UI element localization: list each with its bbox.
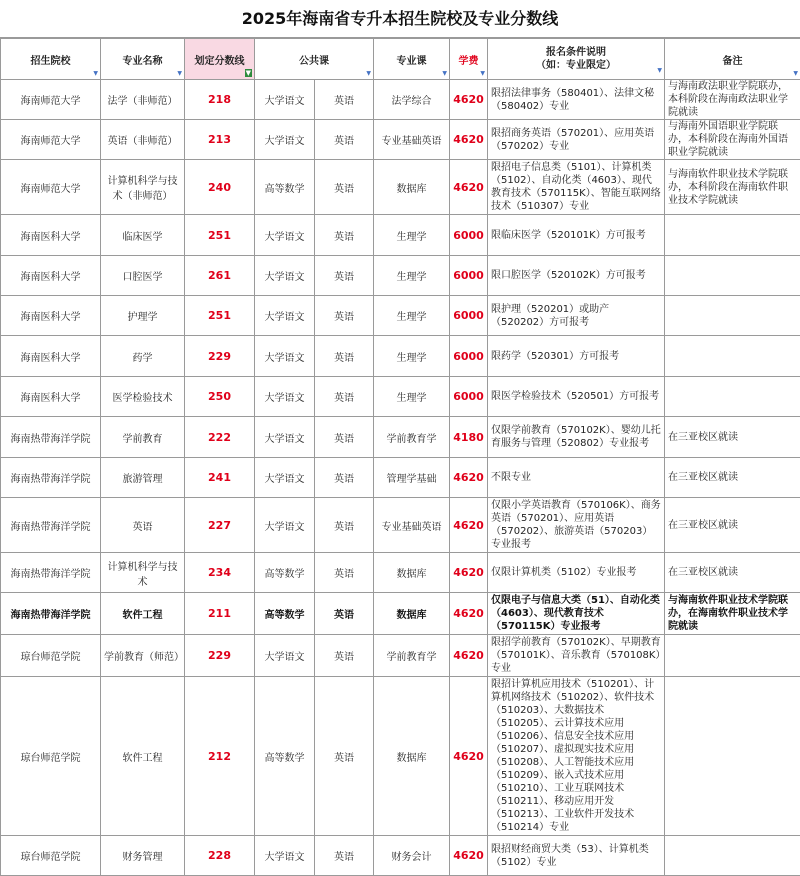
cell-note[interactable]: 与海南政法职业学院联办，本科阶段在海南政法职业学院就读 (665, 80, 800, 120)
cell-requirement[interactable]: 限护理（520201）或助产（520202）方可报考 (488, 296, 665, 336)
cell-major-course[interactable]: 学前教育学 (374, 417, 450, 458)
cell-score[interactable]: 212 (185, 677, 255, 836)
cell-major-course[interactable]: 生理学 (374, 296, 450, 336)
cell-requirement[interactable]: 限招财经商贸大类（53）、计算机类（5102）专业 (488, 836, 665, 876)
cell-fee[interactable]: 4620 (450, 836, 488, 876)
cell-score[interactable]: 234 (185, 553, 255, 593)
cell-public-course-2[interactable]: 英语 (315, 160, 374, 215)
table-row (1, 593, 800, 635)
cell-public-course-1[interactable]: 大学语文 (255, 458, 315, 498)
table-row (1, 377, 800, 417)
cell-requirement[interactable]: 仅限小学英语教育（570106K）、商务英语（570201）、应用英语（570202）、旅游英语（570203）专业报考 (488, 498, 665, 553)
cell-major[interactable]: 财务管理 (101, 836, 185, 876)
cell-note[interactable] (665, 296, 800, 336)
filter-dropdown-icon[interactable]: ▼ (177, 70, 182, 77)
header-note[interactable]: 备注 ▼ (665, 39, 800, 80)
table-row (1, 635, 800, 677)
cell-public-course-2[interactable]: 英语 (315, 80, 374, 120)
cell-major-course[interactable]: 数据库 (374, 553, 450, 593)
filter-active-icon[interactable]: ▼ (245, 69, 252, 77)
table-row (1, 553, 800, 593)
cell-major-course[interactable]: 数据库 (374, 593, 450, 635)
cell-public-course-1[interactable]: 大学语文 (255, 377, 315, 417)
cell-public-course-1[interactable]: 大学语文 (255, 80, 315, 120)
cell-public-course-1[interactable]: 大学语文 (255, 120, 315, 160)
cell-major[interactable]: 软件工程 (101, 593, 185, 635)
cell-note[interactable] (665, 336, 800, 377)
cell-public-course-1[interactable]: 高等数学 (255, 593, 315, 635)
cell-public-course-1[interactable]: 高等数学 (255, 553, 315, 593)
cell-major[interactable]: 计算机科学与技术（非师范） (101, 160, 185, 215)
cell-public-course-1[interactable]: 大学语文 (255, 417, 315, 458)
cell-public-course-2[interactable]: 英语 (315, 256, 374, 296)
cell-requirement[interactable]: 限医学检验技术（520501）方可报考 (488, 377, 665, 417)
cell-school[interactable]: 海南医科大学 (1, 377, 101, 417)
cell-requirement[interactable]: 不限专业 (488, 458, 665, 498)
cell-requirement[interactable]: 仅限学前教育（570102K）、婴幼儿托育服务与管理（520802）专业报考 (488, 417, 665, 458)
cell-requirement[interactable]: 限招电子信息类（5101）、计算机类（5102）、自动化类（4603）、现代教育技术（570115K）、智能互联网络技术（510307）专业 (488, 160, 665, 215)
admission-table (0, 38, 800, 876)
cell-public-course-1[interactable]: 大学语文 (255, 215, 315, 256)
cell-major[interactable]: 临床医学 (101, 215, 185, 256)
cell-public-course-2[interactable]: 英语 (315, 215, 374, 256)
cell-major-course[interactable]: 专业基础英语 (374, 498, 450, 553)
cell-major[interactable]: 药学 (101, 336, 185, 377)
cell-note[interactable]: 与海南软件职业技术学院联办，本科阶段在海南软件职业技术学院就读 (665, 160, 800, 215)
cell-fee[interactable]: 4620 (450, 553, 488, 593)
header-public-course[interactable]: 公共课 ▼ (255, 39, 374, 80)
cell-major[interactable]: 法学（非师范） (101, 80, 185, 120)
cell-major[interactable]: 学前教育（师范） (101, 635, 185, 677)
cell-requirement[interactable]: 限口腔医学（520102K）方可报考 (488, 256, 665, 296)
cell-score[interactable]: 229 (185, 635, 255, 677)
cell-note[interactable] (665, 635, 800, 677)
cell-note[interactable] (665, 677, 800, 836)
cell-major-course[interactable]: 专业基础英语 (374, 120, 450, 160)
header-school[interactable]: 招生院校 ▼ (1, 39, 101, 80)
cell-note[interactable]: 在三亚校区就读 (665, 417, 800, 458)
cell-major[interactable]: 计算机科学与技术 (101, 553, 185, 593)
cell-public-course-2[interactable]: 英语 (315, 120, 374, 160)
cell-note[interactable] (665, 377, 800, 417)
cell-public-course-1[interactable]: 大学语文 (255, 836, 315, 876)
cell-public-course-1[interactable]: 大学语文 (255, 336, 315, 377)
cell-school[interactable]: 海南医科大学 (1, 336, 101, 377)
cell-score[interactable]: 251 (185, 215, 255, 256)
cell-major-course[interactable]: 数据库 (374, 160, 450, 215)
cell-major-course[interactable]: 数据库 (374, 677, 450, 836)
cell-requirement[interactable]: 仅限电子与信息大类（51）、自动化类（4603）、现代教育技术（570115K）专业报考 (488, 593, 665, 635)
cell-public-course-1[interactable]: 高等数学 (255, 160, 315, 215)
cell-major[interactable]: 学前教育 (101, 417, 185, 458)
cell-school[interactable]: 海南热带海洋学院 (1, 498, 101, 553)
cell-fee[interactable]: 4620 (450, 120, 488, 160)
cell-score[interactable]: 227 (185, 498, 255, 553)
cell-public-course-2[interactable]: 英语 (315, 635, 374, 677)
cell-fee[interactable]: 6000 (450, 296, 488, 336)
cell-school[interactable]: 海南医科大学 (1, 296, 101, 336)
cell-requirement[interactable]: 限招商务英语（570201）、应用英语（570202）专业 (488, 120, 665, 160)
cell-major-course[interactable]: 法学综合 (374, 80, 450, 120)
cell-public-course-2[interactable]: 英语 (315, 296, 374, 336)
cell-school[interactable]: 海南师范大学 (1, 160, 101, 215)
cell-school[interactable]: 琼台师范学院 (1, 677, 101, 836)
cell-fee[interactable]: 4620 (450, 160, 488, 215)
cell-public-course-2[interactable]: 英语 (315, 553, 374, 593)
cell-major-course[interactable]: 财务会计 (374, 836, 450, 876)
filter-dropdown-icon[interactable]: ▼ (480, 70, 485, 77)
cell-public-course-2[interactable]: 英语 (315, 377, 374, 417)
cell-public-course-2[interactable]: 英语 (315, 458, 374, 498)
header-major-course[interactable]: 专业课 ▼ (374, 39, 450, 80)
cell-major[interactable]: 医学检验技术 (101, 377, 185, 417)
cell-score[interactable]: 261 (185, 256, 255, 296)
header-fee[interactable]: 学费 ▼ (450, 39, 488, 80)
cell-major-course[interactable]: 生理学 (374, 215, 450, 256)
cell-major-course[interactable]: 生理学 (374, 377, 450, 417)
table-row (1, 296, 800, 336)
cell-public-course-2[interactable]: 英语 (315, 336, 374, 377)
table-row (1, 417, 800, 458)
cell-major-course[interactable]: 生理学 (374, 336, 450, 377)
table-row (1, 677, 800, 836)
cell-fee[interactable]: 4180 (450, 417, 488, 458)
cell-public-course-1[interactable]: 大学语文 (255, 296, 315, 336)
filter-dropdown-icon[interactable]: ▼ (366, 70, 371, 77)
header-major[interactable]: 专业名称 ▼ (101, 39, 185, 80)
cell-fee[interactable]: 6000 (450, 256, 488, 296)
cell-public-course-1[interactable]: 高等数学 (255, 677, 315, 836)
cell-major[interactable]: 软件工程 (101, 677, 185, 836)
filter-dropdown-icon[interactable]: ▼ (442, 70, 447, 77)
filter-dropdown-icon[interactable]: ▼ (793, 70, 798, 77)
cell-score[interactable]: 222 (185, 417, 255, 458)
cell-fee[interactable]: 6000 (450, 377, 488, 417)
cell-note[interactable]: 在三亚校区就读 (665, 553, 800, 593)
cell-note[interactable]: 与海南软件职业技术学院联办，在海南软件职业技术学院就读 (665, 593, 800, 635)
cell-fee[interactable]: 4620 (450, 593, 488, 635)
cell-requirement[interactable]: 仅限计算机类（5102）专业报考 (488, 553, 665, 593)
table-row (1, 80, 800, 120)
cell-school[interactable]: 海南热带海洋学院 (1, 553, 101, 593)
cell-major[interactable]: 口腔医学 (101, 256, 185, 296)
table-row (1, 458, 800, 498)
cell-score[interactable]: 213 (185, 120, 255, 160)
cell-public-course-2[interactable]: 英语 (315, 417, 374, 458)
cell-note[interactable]: 与海南外国语职业学院联办，本科阶段在海南外国语职业学院就读 (665, 120, 800, 160)
cell-score[interactable]: 229 (185, 336, 255, 377)
table-row (1, 256, 800, 296)
cell-school[interactable]: 海南医科大学 (1, 215, 101, 256)
cell-requirement[interactable]: 限招法律事务（580401）、法律文秘（580402）专业 (488, 80, 665, 120)
cell-fee[interactable]: 4620 (450, 498, 488, 553)
table-row (1, 215, 800, 256)
cell-school[interactable]: 海南师范大学 (1, 120, 101, 160)
cell-major[interactable]: 英语（非师范） (101, 120, 185, 160)
table-row (1, 498, 800, 553)
cell-note[interactable] (665, 215, 800, 256)
table-row (1, 336, 800, 377)
table-row (1, 160, 800, 215)
header-requirement[interactable]: 报名条件说明 （如：专业限定） ▼ (488, 39, 665, 80)
cell-fee[interactable]: 4620 (450, 80, 488, 120)
cell-note[interactable]: 在三亚校区就读 (665, 458, 800, 498)
cell-major-course[interactable]: 学前教育学 (374, 635, 450, 677)
cell-public-course-1[interactable]: 大学语文 (255, 635, 315, 677)
cell-requirement[interactable]: 限临床医学（520101K）方可报考 (488, 215, 665, 256)
cell-school[interactable]: 海南热带海洋学院 (1, 458, 101, 498)
table-row (1, 836, 800, 876)
cell-major-course[interactable]: 管理学基础 (374, 458, 450, 498)
cell-note[interactable] (665, 256, 800, 296)
cell-note[interactable]: 在三亚校区就读 (665, 498, 800, 553)
cell-public-course-2[interactable]: 英语 (315, 677, 374, 836)
cell-fee[interactable]: 6000 (450, 336, 488, 377)
cell-score[interactable]: 211 (185, 593, 255, 635)
cell-public-course-2[interactable]: 英语 (315, 498, 374, 553)
cell-fee[interactable]: 4620 (450, 677, 488, 836)
cell-major-course[interactable]: 生理学 (374, 256, 450, 296)
cell-school[interactable]: 琼台师范学院 (1, 836, 101, 876)
cell-score[interactable]: 218 (185, 80, 255, 120)
cell-school[interactable]: 海南热带海洋学院 (1, 417, 101, 458)
cell-school[interactable]: 琼台师范学院 (1, 635, 101, 677)
cell-requirement[interactable]: 限招计算机应用技术（510201）、计算机网络技术（510202）、软件技术（510203）、大数据技术（510205）、云计算技术应用（510206）、信息安全技术应用（510207）、虚拟现实技术应用（510208）、人工智能技术应用（510209）、嵌入式技术应用（510210）、工业互联网技术（510211）、移动应用开发（510213）、工业软件开发技术（510214）专业 (488, 677, 665, 836)
cell-public-course-2[interactable]: 英语 (315, 593, 374, 635)
cell-public-course-1[interactable]: 大学语文 (255, 256, 315, 296)
cell-school[interactable]: 海南师范大学 (1, 80, 101, 120)
cell-school[interactable]: 海南热带海洋学院 (1, 593, 101, 635)
table-row (1, 120, 800, 160)
cell-note[interactable] (665, 836, 800, 876)
cell-major[interactable]: 英语 (101, 498, 185, 553)
cell-fee[interactable]: 6000 (450, 215, 488, 256)
cell-fee[interactable]: 4620 (450, 458, 488, 498)
cell-public-course-1[interactable]: 大学语文 (255, 498, 315, 553)
cell-score[interactable]: 250 (185, 377, 255, 417)
filter-dropdown-icon[interactable]: ▼ (657, 64, 662, 77)
cell-score[interactable]: 240 (185, 160, 255, 215)
cell-score[interactable]: 228 (185, 836, 255, 876)
cell-public-course-2[interactable]: 英语 (315, 836, 374, 876)
sheet-title: 2025年海南省专升本招生院校及专业分数线 (0, 0, 800, 38)
cell-major[interactable]: 旅游管理 (101, 458, 185, 498)
header-score[interactable]: 划定分数线 ▼ (185, 39, 255, 80)
cell-requirement[interactable]: 限药学（520301）方可报考 (488, 336, 665, 377)
cell-score[interactable]: 251 (185, 296, 255, 336)
filter-dropdown-icon[interactable]: ▼ (93, 70, 98, 77)
cell-score[interactable]: 241 (185, 458, 255, 498)
cell-requirement[interactable]: 限招学前教育（570102K）、早期教育（570101K）、音乐教育（570108K）专业 (488, 635, 665, 677)
cell-fee[interactable]: 4620 (450, 635, 488, 677)
cell-school[interactable]: 海南医科大学 (1, 256, 101, 296)
cell-major[interactable]: 护理学 (101, 296, 185, 336)
